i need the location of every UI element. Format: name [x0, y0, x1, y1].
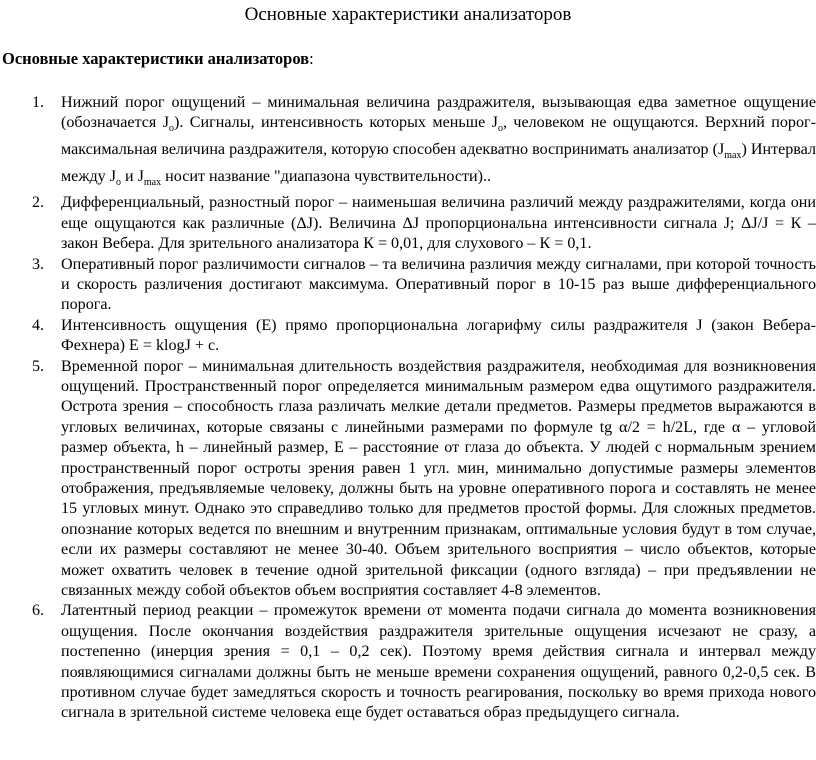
subscript: о — [497, 123, 503, 135]
page-title: Основные характеристики анализаторов — [244, 4, 572, 25]
list-item — [0, 357, 816, 602]
list-item — [0, 255, 816, 316]
list-item-text: Оперативный порог различимости сигналов – та величина различия между сигналами, при которой точность и скорость различения достигают максимума. Оперативный порог в 10-15 раз выше дифференциального порога. — [61, 255, 816, 314]
list-item-text: Интенсивность ощущения (Е) прямо пропорциональна логарифму силы раздражителя J (закон Вебера-Фехнера) Е = klogJ + с. — [61, 316, 816, 355]
list-item-text — [61, 93, 816, 193]
list-item-text: Латентный период реакции – промежуток времени от момента подачи сигнала до момента возникновения ощущения. После окончания воздействия раздражителя зрительные ощущения исчезают не сразу, а постепенно (инерция зрения = 0,1 – 0,2 сек). Поэтому время действия сигнала и интервал между появляющимися сигналами должны быть не меньше времени сохранения ощущений, равного 0,2-0,5 сек. В противном случае будет замедляться скорость и точность реагирования, поскольку во время прихода нового сигнала в зрительной системе человека еще будет оставаться образ предыдущего сигнала. — [61, 602, 816, 722]
text-run: , человеком не ощущаются. Верхний порог- максимальная величина раздражителя, которую способен адекватно воспринимать анализатор (J — [61, 114, 816, 159]
section-heading — [2, 49, 314, 69]
text-run: носит название "диапазона чувствительности).. — [161, 167, 492, 185]
list-item-number: 6. — [32, 602, 45, 620]
list-item-number: 5. — [32, 357, 45, 375]
list-item-number: 4. — [32, 316, 45, 334]
text-run: Нижний порог ощущений – минимальная величина раздражителя, вызывающая едва заметное ощущение (обозначается J — [61, 94, 816, 132]
list-item — [0, 601, 816, 723]
list-item-number: 2. — [32, 194, 45, 212]
list-item-text: Дифференциальный, разностный порог – наименьшая величина различий между раздражителями, когда они еще ощущаются как различные (ΔJ). Величина ΔJ пропорциональна интенсивности сигнала J; ΔJ/J = К – закон Вебера. Для зрительного анализатора К = 0,01, для слухового – К = 0,1. — [61, 194, 816, 253]
characteristics-list — [0, 93, 816, 724]
section-heading-colon: : — [309, 49, 314, 68]
list-item-text: Временной порог – минимальная длительность воздействия раздражителя, необходимая для возникновения ощущений. Пространственный порог определяется минимальным размером едва ощутимого раздражителя. Острота зрения – способность глаза различать мелкие детали предметов. Размеры предметов выражаются в угловых величинах, которые связаны с линейными размерами по формуле tg α/2 = h/2L, где α – угловой размер объекта, h – линейный размер, Е – расстояние от глаза до объекта. У людей с нормальным зрением пространственный порог остроты зрения равен 1 угл. мин, минимально допустимые размеры элементов отображения, предъявляемые человеку, должны быть на уровне оперативного порога и составлять не менее 15 угловых минут. Однако это справедливо только для предметов простой формы. Для сложных предметов. опознание которых ведется по внешним и внутренним признакам, оптимальные условия будут в том случае, если их размеры составляют не менее 30-40. Объем зрительного восприятия – число объектов, которые может охватить человек в течение одной зрительной фиксации (одного взгляда) – при предъявлении не связанных между собой объектов объем восприятия составляет 4-8 элементов. — [61, 357, 816, 599]
text-run: ). Сигналы, интенсивность которых меньше J — [173, 114, 498, 132]
list-item — [0, 316, 816, 357]
list-item — [0, 193, 816, 254]
subscript: о — [168, 123, 174, 135]
subscript: max — [724, 150, 742, 162]
subscript: max — [143, 176, 162, 188]
list-item — [0, 93, 816, 193]
section-heading-text: Основные характеристики анализаторов — [2, 49, 310, 68]
subscript: о — [115, 176, 121, 188]
text-run: ) Интервал между J — [61, 141, 816, 185]
list-item-number: 1. — [32, 94, 45, 111]
text-run: и J — [120, 167, 144, 185]
list-item-number: 3. — [32, 255, 45, 273]
